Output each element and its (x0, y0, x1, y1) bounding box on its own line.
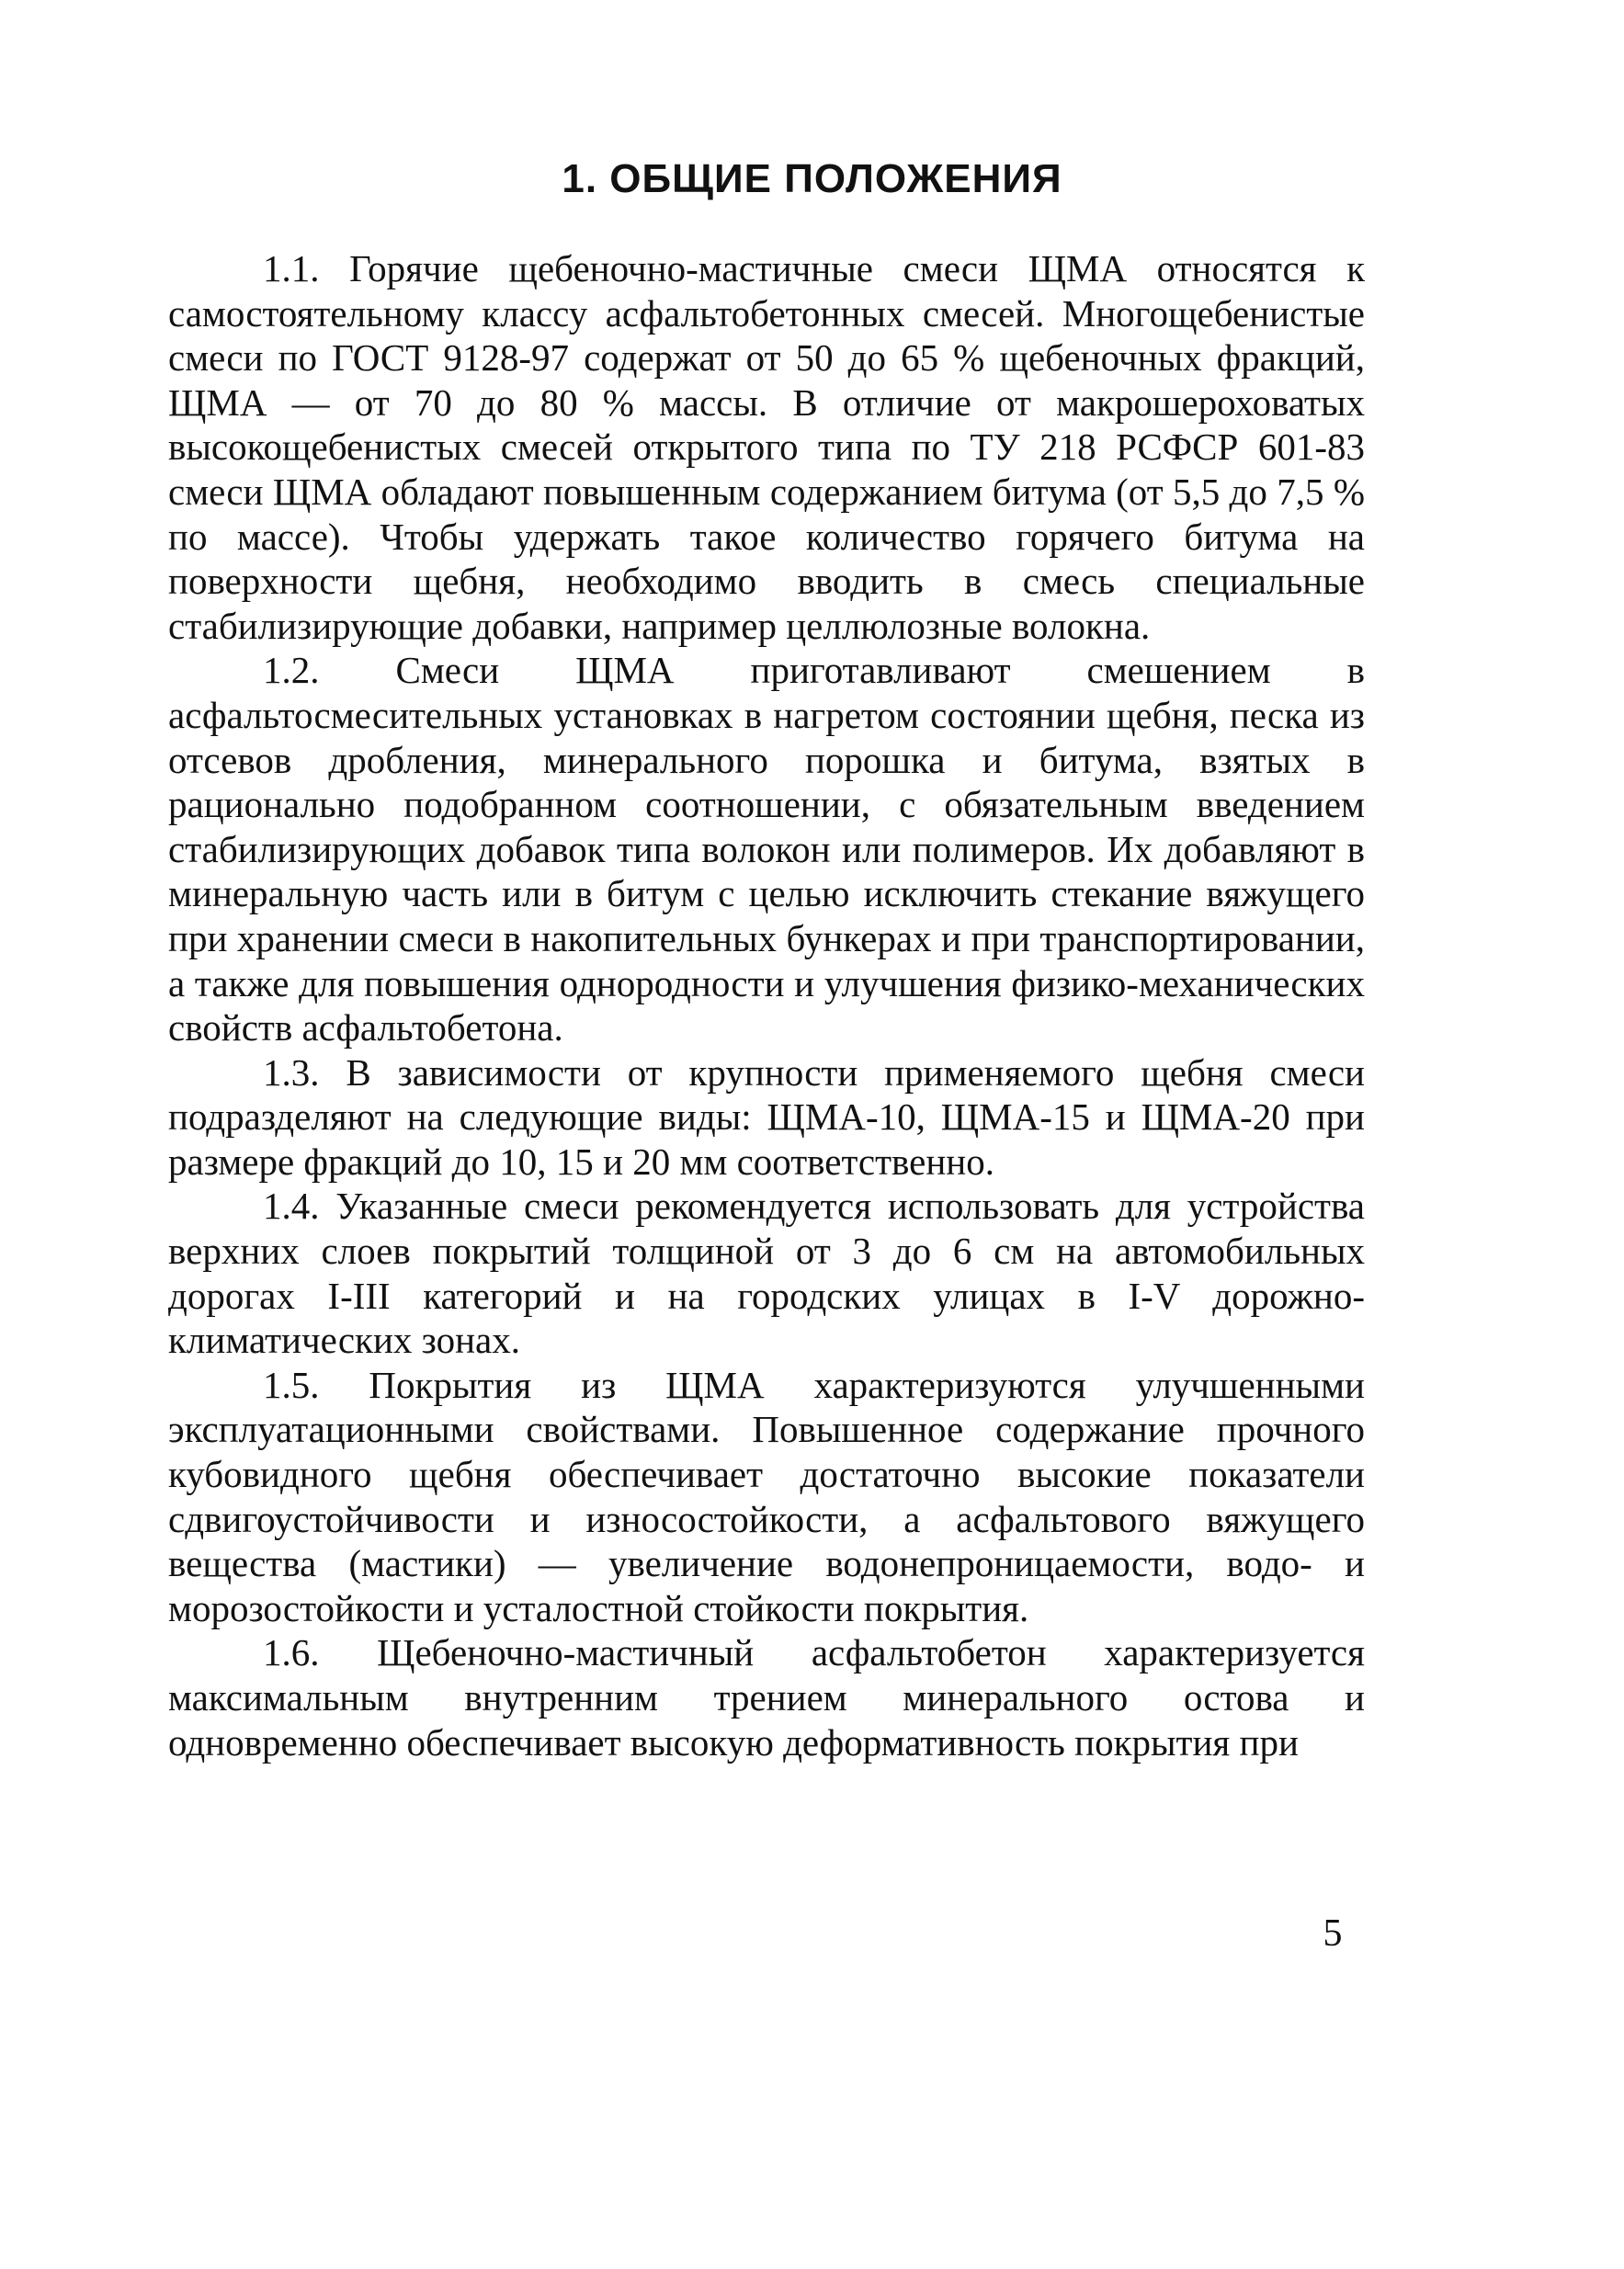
section-heading: 1. ОБЩИЕ ПОЛОЖЕНИЯ (562, 156, 1062, 201)
page-number: 5 (1323, 1912, 1343, 1955)
paragraph-1-2: 1.2. Смеси ЩМА приготавливают смешением в асфальтосмесительных установках в нагретом состоянии щебня, песка из отсевов дробления, минерального порошка и битума, взятых в рационально подобранном соотношении, с обязательным введением стабилизирующих добавок типа волокон или полимеров. Их добавляют в минеральную часть или в битум с целью исключить стекание вяжущего при хранении смеси в накопительных бункерах и при транспортировании, а также для повышения однородности и улучшения физико-механических свойств асфальтобетона. (168, 649, 1365, 1049)
paragraph-1-6: 1.6. Щебеночно-мастичный асфальтобетон характеризуется максимальным внутренним трением минерального остова и одновременно обеспечивает высокую деформативность покрытия при (168, 1631, 1365, 1764)
paragraph-1-4: 1.4. Указанные смеси рекомендуется использовать для устройства верхних слоев покрытий толщиной от 3 до 6 см на автомобильных дорогах I-III категорий и на городских улицах в I-V дорожно-климатических зонах. (168, 1185, 1365, 1362)
paragraph-1-1: 1.1. Горячие щебеночно-мастичные смеси ЩМА относятся к самостоятельному классу асфальтобетонных смесей. Многощебенистые смеси по ГОСТ 9128-97 содержат от 50 до 65 % щебеночных фракций, ЩМА — от 70 до 80 % массы. В отличие от макрошероховатых высокощебенистых смесей открытого типа по ТУ 218 РСФСР 601-83 смеси ЩМА обладают повышенным содержанием битума (от 5,5 до 7,5 % по массе). Чтобы удержать такое количество горячего битума на поверхности щебня, необходимо вводить в смесь специальные стабилизирующие добавки, например целлюлозные волокна. (168, 247, 1365, 647)
paragraph-1-3: 1.3. В зависимости от крупности применяемого щебня смеси подразделяют на следующие виды: ЩМА-10, ЩМА-15 и ЩМА-20 при размере фракций до 10, 15 и 20 мм соответственно. (168, 1050, 1365, 1183)
paragraph-1-5: 1.5. Покрытия из ЩМА характеризуются улучшенными эксплуатационными свойствами. Повышенное содержание прочного кубовидного щебня обеспечивает достаточно высокие показатели сдвигоустойчивости и износостойкости, а асфальтового вяжущего вещества (мастики) — увеличение водонепроницаемости, водо- и морозостойкости и усталостной стойкости покрытия. (168, 1363, 1365, 1629)
body-text (168, 246, 1365, 1764)
